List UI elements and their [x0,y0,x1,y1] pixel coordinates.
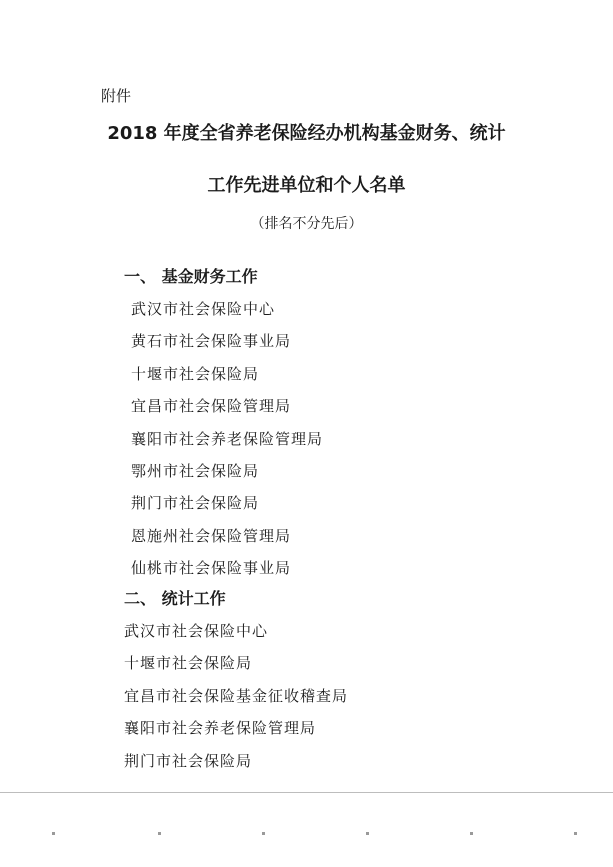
statistics-unit-list [124,620,348,782]
document-title-line-2: 工作先进单位和个人名单 [207,175,406,196]
list-item: 恩施州社会保险管理局 [131,526,292,545]
scan-edge-line [0,792,613,793]
list-item: 武汉市社会保险中心 [124,622,269,640]
list-item: 鄂州市社会保险局 [131,461,260,480]
list-item: 襄阳市社会养老保险管理局 [131,429,324,448]
list-item: 十堰市社会保险局 [124,654,253,673]
list-item: 武汉市社会保险中心 [131,300,276,318]
list-item: 宜昌市社会保险基金征收稽查局 [124,686,349,705]
document-title-line-1: 2018 年度全省养老保险经办机构基金财务、统计 [107,123,506,144]
attachment-label: 附件 [101,87,132,105]
scan-speck [262,832,265,835]
scan-speck [366,832,369,835]
scan-speck [158,832,161,835]
section-heading-finance: 一、 基金财务工作 [124,267,258,286]
list-item: 荆门市社会保险局 [131,494,260,513]
list-item: 仙桃市社会保险事业局 [131,559,292,578]
scan-speck [52,832,55,835]
list-item: 荆门市社会保险局 [124,751,253,770]
finance-unit-list [131,298,323,590]
section-heading-statistics: 二、 统计工作 [124,589,226,608]
list-item: 十堰市社会保险局 [131,364,260,383]
list-item: 襄阳市社会养老保险管理局 [124,719,317,738]
list-item: 黄石市社会保险事业局 [131,332,292,351]
scan-speck [470,832,473,835]
list-item: 宜昌市社会保险管理局 [131,397,292,416]
ranking-note: （排名不分先后） [250,216,363,232]
scan-speck [574,832,577,835]
